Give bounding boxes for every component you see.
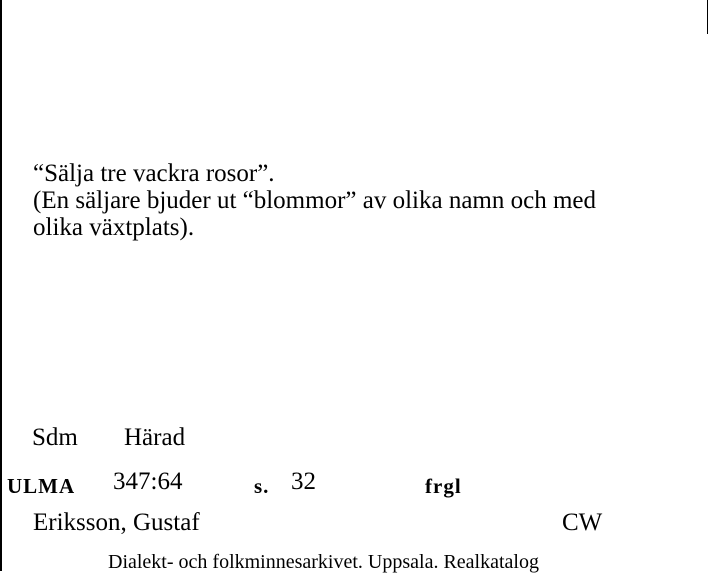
body-line-2: (En säljare bjuder ut “blommor” av olika namn och med	[33, 187, 597, 214]
harad-label: Härad	[124, 424, 186, 451]
card-left-border	[0, 0, 2, 571]
province-field: Sdm	[32, 424, 78, 451]
card-right-mark	[707, 0, 708, 34]
recorder-name: Eriksson, Gustaf	[33, 509, 200, 536]
page-number: 32	[291, 468, 316, 495]
page-label: s.	[254, 474, 270, 498]
recorder-initials: CW	[562, 509, 603, 536]
body-line-1: “Sälja tre vackra rosor”.	[33, 160, 275, 187]
archive-code: ULMA	[7, 474, 76, 498]
card-body-text	[33, 160, 693, 241]
body-line-3: olika växtplats).	[33, 214, 195, 241]
archive-footer: Dialekt- och folkminnesarkivet. Uppsala. Realkatalog	[108, 551, 539, 573]
category-code: frgl	[425, 474, 462, 498]
archive-number: 347:64	[113, 468, 183, 495]
